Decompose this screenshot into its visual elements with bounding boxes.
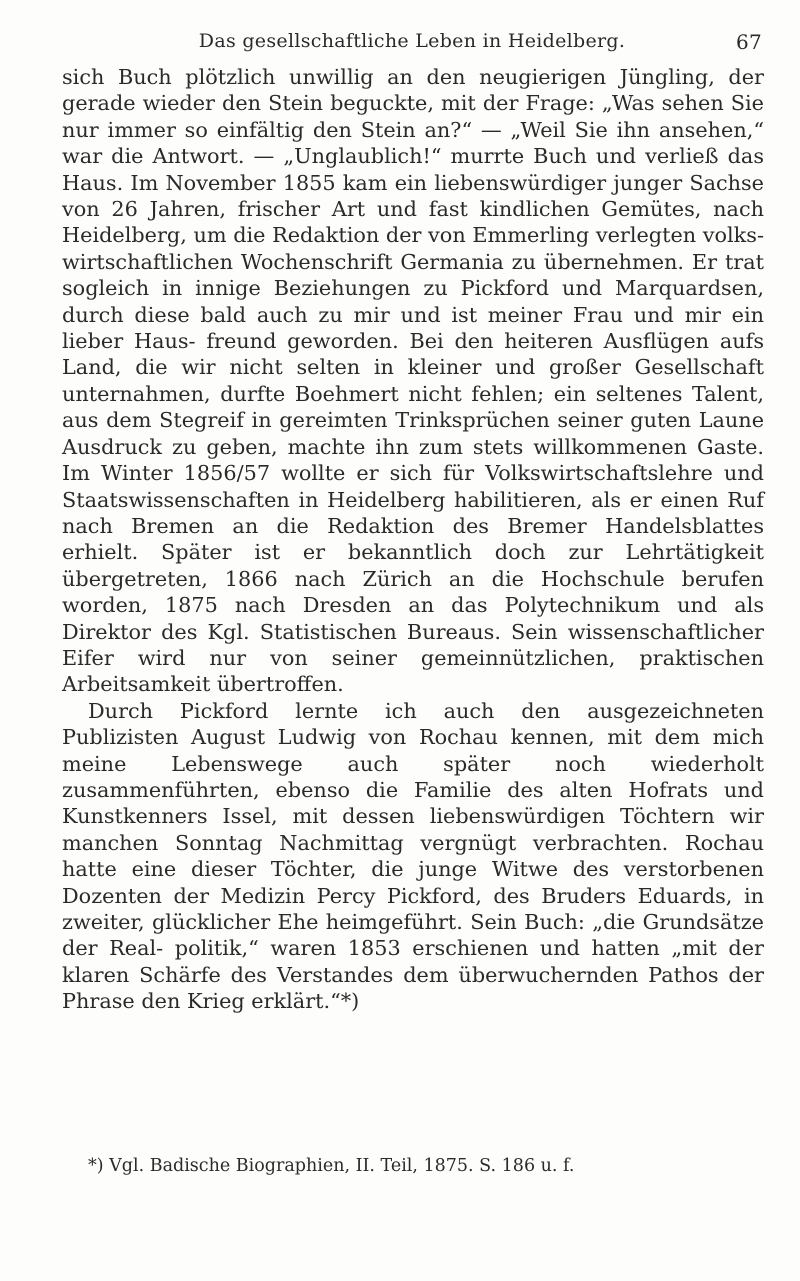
page-number: 67 xyxy=(735,30,762,54)
running-header xyxy=(62,30,762,58)
paragraph-2: Durch Pickford lernte ich auch den ausgezeichneten Publizisten August Ludwig von Rochau kennen, mit dem mich meine Lebenswege auch später noch wiederholt zusammenführten, ebenso die Familie des alten Hofrats und Kunstkenners Issel, mit dessen liebenswürdigen Töchtern wir manchen Sonntag Nachmittag vergnügt verbrachten. Rochau hatte eine dieser Töchter, die junge Witwe des verstorbenen Dozenten der Medizin Percy Pickford, des Bruders Eduards, in zweiter, glücklicher Ehe heimgeführt. Sein Buch: „die Grundsätze der Real- politik,“ waren 1853 erschienen und hatten „mit der klaren Schärfe des Verstandes dem überwuchernden Pathos der Phrase den Krieg erklärt.“*) xyxy=(62,698,764,1014)
running-title: Das gesellschaftliche Leben in Heidelberg. xyxy=(198,30,626,52)
footnote: *) Vgl. Badische Biographien, II. Teil, 1875. S. 186 u. f. xyxy=(88,1156,575,1176)
body-text xyxy=(62,64,764,1015)
paragraph-1: sich Buch plötzlich unwillig an den neugierigen Jüngling, der gerade wieder den Stein beguckte, mit der Frage: „Was sehen Sie nur immer so einfältig den Stein an?“ — „Weil Sie ihn ansehen,“ war die Antwort. — „Unglaublich!“ murrte Buch und verließ das Haus. Im November 1855 kam ein liebenswürdiger junger Sachse von 26 Jahren, frischer Art und fast kindlichen Gemütes, nach Heidelberg, um die Redaktion der von Emmerling verlegten volks- wirtschaftlichen Wochenschrift Germania zu übernehmen. Er trat sogleich in innige Beziehungen zu Pickford und Marquardsen, durch diese bald auch zu mir und ist meiner Frau und mir ein lieber Haus- freund geworden. Bei den heiteren Ausflügen aufs Land, die wir nicht selten in kleiner und großer Gesellschaft unternahmen, durfte Boehmert nicht fehlen; ein seltenes Talent, aus dem Stegreif in gereimten Trinksprüchen seiner guten Laune Ausdruck zu geben, machte ihn zum stets willkommenen Gaste. Im Winter 1856/57 wollte er sich für Volkswirtschaftslehre und Staatswissenschaften in Heidelberg habilitieren, als er einen Ruf nach Bremen an die Redaktion des Bremer Handelsblattes erhielt. Später ist er bekanntlich doch zur Lehrtätigkeit übergetreten, 1866 nach Zürich an die Hochschule berufen worden, 1875 nach Dresden an das Polytechnikum und als Direktor des Kgl. Statistischen Bureaus. Sein wissenschaftlicher Eifer wird nur von seiner gemeinnützlichen, praktischen Arbeitsamkeit übertroffen. xyxy=(62,65,764,697)
